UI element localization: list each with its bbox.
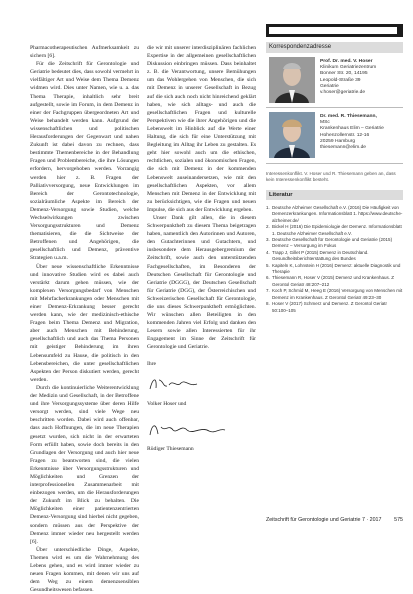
reference-text: Koch P, Schmid M, Heeg E (2016) Versorgung von Menschen mit Demenz im Krankenhaus. Z Gerontol Geriatr 49:23–30 [272, 288, 403, 300]
paragraph: Für die Zeitschrift für Gerontologie und Geriatrie bedeutet dies, dass sowohl vermehrt in vielfältiger Art und Weise dem Thema Demenz widmen wird. Dies unter Namen, wie u. a. das Thema Therapie, inhaltlich sehr breit aufgestellt, sowie im Forum, in dem Demenz in einer der Fachgruppen übergeordneten Art und Weise behandelt werden kann. Aufgrund der wissenschaftlichen und politischen Herausforderungen der Gegenwart und nahen Zukunft ist dabei davon zu rechnen, dass bestimmte Themenbereiche in der Behandlung Fragen und Problembereiche, die ihre Lösungen erfordern, hervorgehoben werden. Vorrangig werden hier z. B. Fragen der Palliativversorgung, neue Entwicklungen im Bereich der Gerontotechnologie, sozialräumliche Aspekte im Bereich der Demenz-Versorgung sowie Studien, welche Wechselwirkungen zwischen Versorgungsstrukturen und Demenz thematisieren, die die Sichtweise der Betroffenen und Angehörigen, die gesellschaftlich und Demenz, präventive Strategien u.a.m. [30, 61, 139, 262]
paragraph: Über unterschiedliche Dinge, Aspekte, Themen wird es um die Wahrnehmung des Lebens gehen, und es wird immer wieder zu neuen Fragen kommen, mit denen wir uns auf dem Weg zu einem demenzsensiblen Gesundheitswesen befassen. [30, 546, 139, 594]
signature-thiesemann [147, 418, 227, 445]
page-number: 575 [394, 517, 403, 523]
section-marker [266, 24, 403, 37]
signature-name: Volker Hoser und [147, 401, 187, 407]
email-link[interactable]: thiesemann@elim.de [320, 145, 367, 151]
journal-title: Zeitschrift für Gerontologie und Geriatrie 7 · 2017 [266, 517, 382, 523]
signature-name: Rüdiger Thiesemann [147, 446, 194, 452]
reference-item: 7. Koch P, Schmid M, Heeg E (2016) Versorgung von Menschen mit Demenz im Krankenhaus. Z Gerontol Geriatr 49:23–30 [266, 288, 403, 300]
reference-item: 4. Trapp J, Gillet P (2015) Demenz in Deutschland. Gesundheitsberichterstattung des Bundes [266, 249, 369, 262]
address-line: 20259 Hamburg [320, 138, 356, 144]
reference-list [266, 205, 403, 314]
paragraph: Durch die kontinuierliche Weiterentwicklung der Medizin und Gesellschaft, in der Betroffene und ihre Versorgungssysteme über deren Hilfe versorgt werden, sind viele Wege neu beschritten worden. Dabei wird auch offenbar, dass auch Hoffnungen, die im neue Therapien gesetzt wurden, sich nicht in der erwarteten Form erfüllt haben, sowie doch bereits in den Grundlagen der Versorgung und auch hier neue Fragen zu beantworten sind, die vielen Erkenntnisse über Versorgungsstrukturen und Möglichkeiten und Grenzen der interprofessionellen Zusammenarbeit mit einbezogen werden, um die Herausforderungen der Zukunft im Blick zu behalten. Die Möglichkeiten einer patientenzentrierten Demenz-Versorgung sind hierbei nicht gegeben, sondern müssen aus der Perspektive der Demenz immer wieder neu hergestellt werden [6]. [30, 384, 139, 545]
reference-item: 6. Thiesemann R, Hoser V (2015) Demenz und Krankenhaus. Z Gerontol Geriatr 48:207–212 [266, 275, 395, 287]
correspondence-person [266, 110, 403, 160]
divider [266, 163, 403, 164]
paragraph: die wir mit unserer interdisziplinären fachlichen Expertise in der allgemeinen gesellschaftlichen Diskussion einbringen müssen. Dass beinhaltet z. B. die Verantwortung, unsere Bemühungen um das Wohlergehen von Menschen, die sich mit Demenz in unserer Gesellschaft in Bezug auf die sich auch noch nicht hinreichend geklärt haben, wie sich alltags- und auch die gesellschaftlichen Fragen und kulturelle Perspektiven wie die ihrer Angehörigen und die Lebenswelt im Hinblick auf die Werte einer Haltung, die sich für eine Unterstützung mit Begleitung im Alltag ihr Leben zu gestalten. Es geht hier sowohl auch um die ethischen, rechtlichen, sozialen und ökonomischen Fragen, die sich mit Demenz in der kommenden Lebenswelt auseinandersetzen, wie mit den gesellschaftlichen Aspekten, vor allem Menschen mit Demenz in der Entwicklung mit zu berücksichtigen, wie die Fragen und neuen Impulse, die sich aus der Entwicklung ergeben. [147, 45, 256, 213]
body-text-column-1 [30, 44, 139, 594]
divider [266, 107, 403, 108]
author-photo [269, 112, 315, 158]
literature-heading: Literatur [266, 190, 403, 200]
address-line: Bonner Str. 20, 14195 [320, 71, 368, 77]
reference-text: Hoser V (2017) Schmerz und Demenz. Z Gerontol Geriatr 50:100–105 [272, 301, 388, 313]
reference-text: Trapp J, Gillet P (2015) Demenz in Deutschland. Gesundheitsberichterstattung des Bundes [272, 249, 369, 262]
portrait-icon [269, 57, 315, 103]
reference-item: 8. Hoser V (2017) Schmerz und Demenz. Z Gerontol Geriatr 50:100–105 [266, 301, 388, 313]
reference-text: Bickel H (2016) Die Epidemiologie der Demenz. Informationsblatt 1. Deutsche Alzheimer Gesellschaft e.V. [272, 224, 402, 236]
handwritten-signature-icon [147, 418, 227, 440]
reference-item: 5. Kapiteln K, Lohnstein H (2016) Demenz: aktuelle Diagnostik und Therapie [266, 262, 401, 275]
paragraph: Über neue wissenschaftliche Erkenntnisse und innovative Studien wird es dabei auch verstärkt darum gehen müssen, wie der komplexen Versorgungsbedarf von Menschen mit Mehrfacherkrankungen oder Menschen mit einer Demenz-Erkrankung besser gerecht werden kann, wie der medizinisch-ethische Fragen beim Thema Demenz und Migration, aber auch Menschen mit Behinderung, gesellschaftlich und auch das Thema Personen mit geistiger Behinderung im ihren Lebensumfeld zu Hause, die politisch in den Lebensbereichen, die unter gesellschaftlichen Aspekten der Person diskutiert werden, gerecht werden. [30, 263, 139, 383]
reference-item: 2. Bickel H (2016) Die Epidemiologie der Demenz. Informationsblatt 1. Deutsche Alzheimer Gesellschaft e.V. [266, 224, 402, 236]
paragraph: Pharmacotherapeutischen Aufmerksamkeit zu sichern [6]. [30, 45, 139, 60]
portrait-icon [269, 112, 315, 158]
address-block [320, 59, 376, 96]
email-link[interactable]: v.hoser@geriatrie.de [320, 90, 366, 96]
address-line: Krankenhaus Elim – Geriatrie [320, 126, 384, 132]
correspondence-heading: Korrespondenzadresse [266, 42, 403, 53]
address-line: Leopold-Straße 39 [320, 77, 361, 83]
author-photo [269, 57, 315, 103]
address-line: Klinikum Geriatriezentrum [320, 65, 377, 71]
paragraph: Unser Dank gilt allen, die in diesem Schwerpunktheft zu diesem Thema beigetragen haben, namentlich den Autorinnen und Autoren, den Gutachterinnen und Gutachtern, und insbesondere dem Herausgebergremium der Zeitschrift, sowie auch den unterstützenden Fachgesellschaften, im Besonderen der Deutschen Gesellschaft für Gerontologie und Geriatrie (DGGG), der Deutschen Gesellschaft für Geriatrie (DGG), der Österreichischen und Schweizerischen Gesellschaft für Gerontologie, die uns dieses Schwerpunktheft ermöglichten. Wir wünschen allen Beteiligten in den kommenden Jahren viel Erfolg und danken den Lesern sowie allen Interessierten für ihr Engagement im Sinne der Zeitschrift für Gerontologie und Geriatrie. [147, 214, 256, 351]
reference-text: Deutsche Alzheimer Gesellschaft e.V. (2016) Die Häufigkeit von Demenzerkrankungen. Informationsblatt 1. https://www.deutsche-alzheimer.de/ [272, 205, 403, 223]
reference-item: 3. Deutsche Gesellschaft für Gerontologie und Geriatrie (2015) Demenz – Versorgung im Fokus [266, 237, 393, 249]
reference-text: Deutsche Gesellschaft für Gerontologie und Geriatrie (2015) Demenz – Versorgung im Fokus [272, 237, 393, 249]
address-line: Prof. Dr. med. V. Hoser [320, 59, 373, 64]
handwritten-signature-icon [147, 374, 207, 394]
reference-text: Thiesemann R, Hoser V (2015) Demenz und Krankenhaus. Z Gerontol Geriatr 48:207–212 [272, 275, 395, 287]
address-line: Geriatrie [320, 83, 339, 89]
closing-word: Ihre [147, 360, 157, 367]
reference-item: 1. Deutsche Alzheimer Gesellschaft e.V. (2016) Die Häufigkeit von Demenzerkrankungen. Informationsblatt 1. https://www.deutsche-alzheimer.de/ [266, 205, 403, 223]
body-text-column-2 [147, 44, 256, 368]
correspondence-person [266, 55, 403, 105]
reference-text: Kapiteln K, Lohnstein H (2016) Demenz: aktuelle Diagnostik und Therapie [272, 262, 401, 275]
address-line: Hohenzollernstr. 12-16 [320, 132, 370, 138]
address-line: MSc [320, 120, 330, 126]
conflict-of-interest-note: Interessenkonflikt. V. Hoser und R. Thiesemann geben an, dass kein Interessenkonflikt besteht. [266, 171, 396, 182]
address-line: Dr. med. R. Thiesemann, [320, 114, 377, 119]
signature-hoser [147, 374, 207, 399]
address-block [320, 114, 384, 151]
